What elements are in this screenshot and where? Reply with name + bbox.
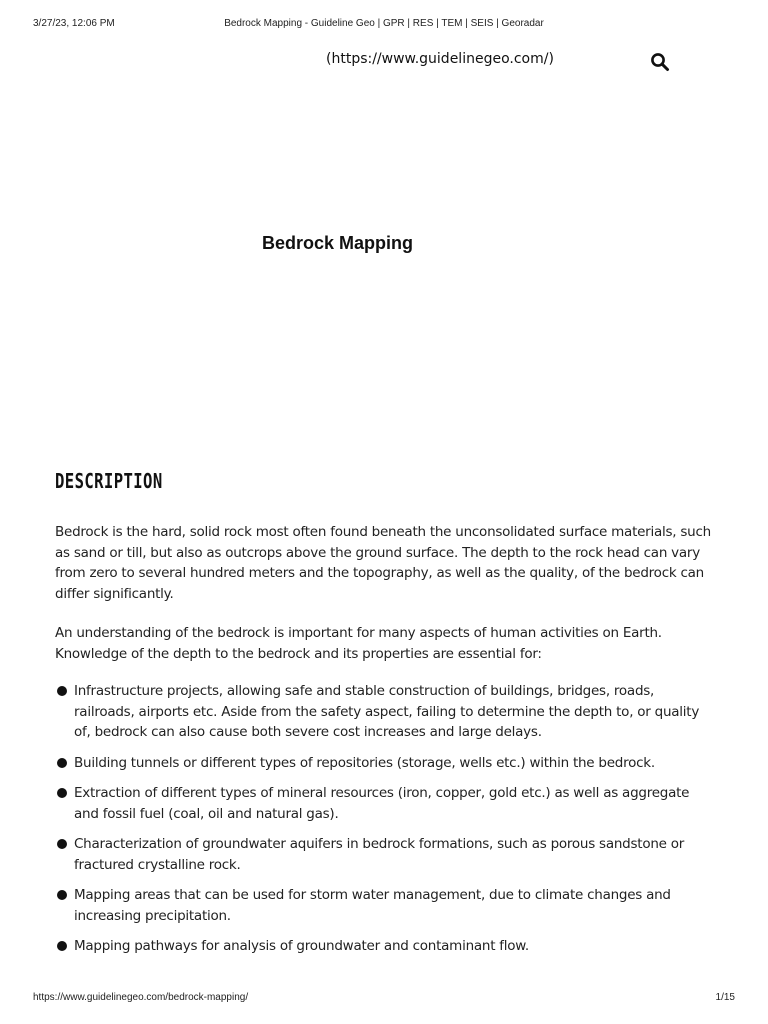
page-number: 1/15	[715, 992, 735, 1003]
print-url: https://www.guidelinegeo.com/bedrock-mapping/	[33, 992, 249, 1003]
list-item-text: Mapping areas that can be used for storm water management, due to climate changes and increasing precipitation.	[74, 887, 671, 924]
list-item-text: Extraction of different types of mineral resources (iron, copper, gold etc.) as well as aggregate and fossil fuel (coal, oil and natural gas).	[74, 785, 690, 822]
paragraph: An understanding of the bedrock is important for many aspects of human activities on Earth. Knowledge of the depth to the bedrock and its properties are essential for:	[55, 625, 662, 662]
bullet-icon	[57, 686, 67, 696]
paragraph: Bedrock is the hard, solid rock most often found beneath the unconsolidated surface materials, such as sand or till, but also as outcrops above the ground surface. The depth to the rock head can vary from zero to several hundred meters and the topography, as well as the quality, of the bedrock can differ significantly.	[55, 524, 711, 602]
bullet-icon	[57, 788, 67, 798]
bullet-icon	[57, 941, 67, 951]
bullet-icon	[57, 758, 67, 768]
list-item	[55, 783, 717, 824]
print-page-title: Bedrock Mapping - Guideline Geo | GPR | RES | TEM | SEIS | Georadar	[224, 18, 544, 29]
list-item	[55, 681, 717, 743]
description-content	[55, 522, 717, 967]
list-item-text: Characterization of groundwater aquifers in bedrock formations, such as porous sandstone or fractured crystalline rock.	[74, 836, 685, 873]
search-icon	[650, 52, 670, 72]
bullet-icon	[57, 890, 67, 900]
site-home-link[interactable]: (https://www.guidelinegeo.com/)	[326, 51, 554, 67]
print-header	[33, 18, 735, 32]
list-item	[55, 885, 717, 926]
section-heading: DESCRIPTION	[55, 469, 163, 493]
list-item-text: Building tunnels or different types of repositories (storage, wells etc.) within the bedrock.	[74, 754, 655, 771]
search-button[interactable]	[650, 52, 672, 74]
print-date: 3/27/23, 12:06 PM	[33, 18, 115, 29]
list-item	[55, 753, 717, 774]
list-item-text: Infrastructure projects, allowing safe and stable construction of buildings, bridges, roads, railroads, airports etc. Aside from the safety aspect, failing to determine the depth to, or quality of, bedrock can also cause both severe cost increases and large delays.	[74, 683, 700, 740]
bullet-icon	[57, 839, 67, 849]
page-title: Bedrock Mapping	[262, 233, 414, 253]
print-footer	[33, 992, 735, 1006]
list-item	[55, 834, 717, 875]
bullet-list	[55, 681, 717, 957]
list-item	[55, 936, 717, 957]
list-item-text: Mapping pathways for analysis of groundwater and contaminant flow.	[74, 938, 529, 954]
